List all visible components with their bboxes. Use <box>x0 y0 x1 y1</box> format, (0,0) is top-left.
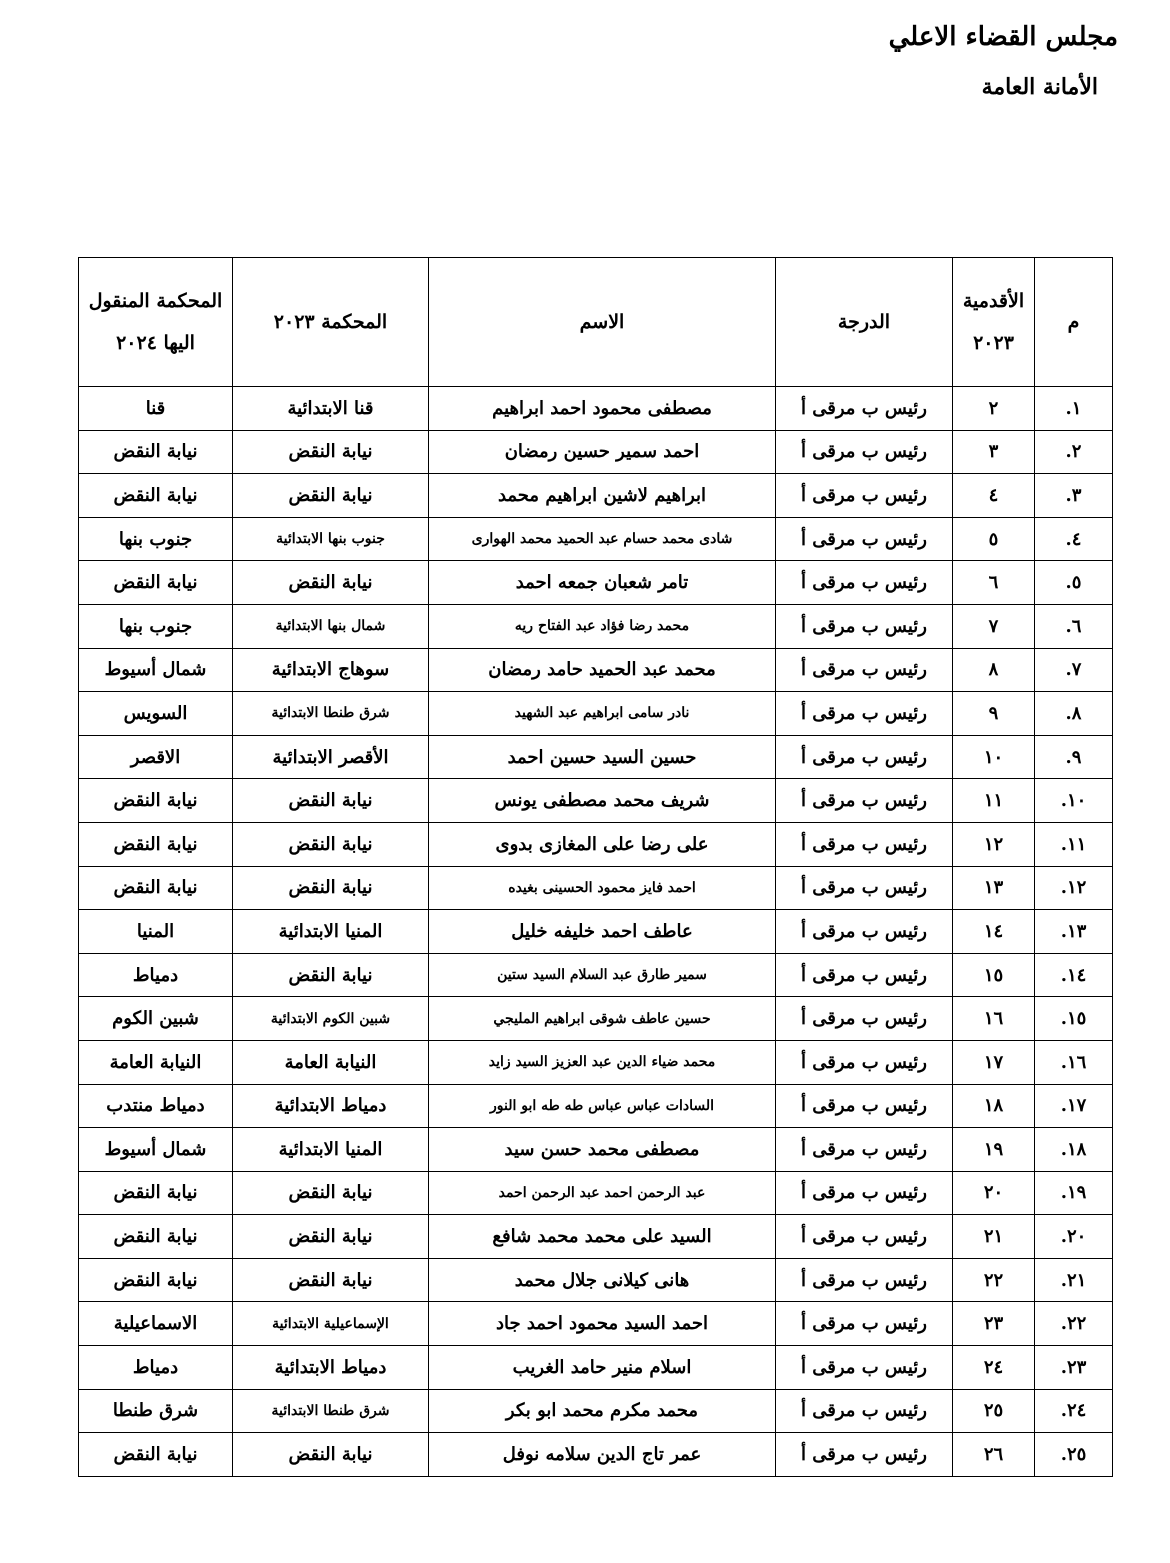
seniority-cell: ٣ <box>953 430 1035 474</box>
court-cell: نيابة النقض <box>233 866 429 910</box>
row-index: ١٧. <box>1035 1084 1113 1128</box>
table-row <box>79 517 1113 561</box>
seniority-cell: ١٣ <box>953 866 1035 910</box>
row-index: ١٠. <box>1035 779 1113 823</box>
table-row <box>79 604 1113 648</box>
destination-cell: نيابة النقض <box>79 1215 233 1259</box>
name-cell: سمير طارق عبد السلام السيد ستين <box>429 953 776 997</box>
name-cell: عمر تاج الدين سلامه نوفل <box>429 1433 776 1477</box>
destination-cell: نيابة النقض <box>79 561 233 605</box>
row-index: ١٣. <box>1035 910 1113 954</box>
row-index: ٢١. <box>1035 1258 1113 1302</box>
destination-cell: شرق طنطا <box>79 1389 233 1433</box>
destination-cell: النيابة العامة <box>79 1040 233 1084</box>
row-index: ٢٣. <box>1035 1346 1113 1390</box>
table-row <box>79 1215 1113 1259</box>
destination-cell: شبين الكوم <box>79 997 233 1041</box>
grade-cell: رئيس ب مرقى أ <box>776 430 953 474</box>
destination-cell: السويس <box>79 692 233 736</box>
court-cell: المنيا الابتدائية <box>233 910 429 954</box>
court-cell: نيابة النقض <box>233 1258 429 1302</box>
name-cell: محمد ضياء الدين عبد العزيز السيد زايد <box>429 1040 776 1084</box>
court-cell: نيابة النقض <box>233 1171 429 1215</box>
row-index: ٢٢. <box>1035 1302 1113 1346</box>
row-index: ١٨. <box>1035 1128 1113 1172</box>
name-cell: احمد فايز محمود الحسينى بغيده <box>429 866 776 910</box>
grade-cell: رئيس ب مرقى أ <box>776 997 953 1041</box>
seniority-cell: ٥ <box>953 517 1035 561</box>
seniority-cell: ١٠ <box>953 735 1035 779</box>
court-cell: دمياط الابتدائية <box>233 1084 429 1128</box>
row-index: ٥. <box>1035 561 1113 605</box>
destination-cell: المنيا <box>79 910 233 954</box>
seniority-cell: ١٦ <box>953 997 1035 1041</box>
name-cell: احمد السيد محمود احمد جاد <box>429 1302 776 1346</box>
destination-cell: نيابة النقض <box>79 430 233 474</box>
court-cell: نيابة النقض <box>233 779 429 823</box>
court-cell: شبين الكوم الابتدائية <box>233 997 429 1041</box>
grade-cell: رئيس ب مرقى أ <box>776 474 953 518</box>
name-cell: هانى كيلانى جلال محمد <box>429 1258 776 1302</box>
court-cell: نيابة النقض <box>233 953 429 997</box>
name-cell: عاطف احمد خليفه خليل <box>429 910 776 954</box>
seniority-cell: ٢٦ <box>953 1433 1035 1477</box>
row-index: ٢٠. <box>1035 1215 1113 1259</box>
table-row <box>79 735 1113 779</box>
court-cell: المنيا الابتدائية <box>233 1128 429 1172</box>
seniority-cell: ٤ <box>953 474 1035 518</box>
seniority-cell: ١٧ <box>953 1040 1035 1084</box>
table-row <box>79 1171 1113 1215</box>
row-index: ١٥. <box>1035 997 1113 1041</box>
seniority-cell: ١٩ <box>953 1128 1035 1172</box>
col-header-grade: الدرجة <box>776 258 953 387</box>
row-index: ٦. <box>1035 604 1113 648</box>
row-index: ١٩. <box>1035 1171 1113 1215</box>
court-cell: النيابة العامة <box>233 1040 429 1084</box>
grade-cell: رئيس ب مرقى أ <box>776 953 953 997</box>
grade-cell: رئيس ب مرقى أ <box>776 1215 953 1259</box>
table-row <box>79 1346 1113 1390</box>
seniority-cell: ١٤ <box>953 910 1035 954</box>
grade-cell: رئيس ب مرقى أ <box>776 387 953 431</box>
destination-cell: شمال أسيوط <box>79 1128 233 1172</box>
court-cell: شمال بنها الابتدائية <box>233 604 429 648</box>
table-row <box>79 822 1113 866</box>
court-cell: سوهاج الابتدائية <box>233 648 429 692</box>
dept-title: الأمانة العامة <box>981 74 1098 100</box>
destination-cell: دمياط <box>79 953 233 997</box>
destination-cell: شمال أسيوط <box>79 648 233 692</box>
org-title: مجلس القضاء الاعلي <box>888 22 1118 52</box>
name-cell: عبد الرحمن احمد عبد الرحمن احمد <box>429 1171 776 1215</box>
table-row <box>79 648 1113 692</box>
table-row <box>79 953 1113 997</box>
name-cell: محمد عبد الحميد حامد رمضان <box>429 648 776 692</box>
grade-cell: رئيس ب مرقى أ <box>776 866 953 910</box>
grade-cell: رئيس ب مرقى أ <box>776 1346 953 1390</box>
table-row <box>79 561 1113 605</box>
grade-cell: رئيس ب مرقى أ <box>776 692 953 736</box>
row-index: ٢. <box>1035 430 1113 474</box>
court-cell: الإسماعيلية الابتدائية <box>233 1302 429 1346</box>
row-index: ١١. <box>1035 822 1113 866</box>
row-index: ١٢. <box>1035 866 1113 910</box>
name-cell: على رضا على المغازى بدوى <box>429 822 776 866</box>
destination-cell: نيابة النقض <box>79 474 233 518</box>
name-cell: حسين عاطف شوقى ابراهيم المليجي <box>429 997 776 1041</box>
row-index: ٤. <box>1035 517 1113 561</box>
seniority-cell: ٢٢ <box>953 1258 1035 1302</box>
row-index: ١٦. <box>1035 1040 1113 1084</box>
grade-cell: رئيس ب مرقى أ <box>776 1389 953 1433</box>
col-header-name: الاسم <box>429 258 776 387</box>
col-header-seniority: الأقدمية ٢٠٢٣ <box>953 258 1035 387</box>
name-cell: محمد رضا فؤاد عبد الفتاح ريه <box>429 604 776 648</box>
table-row <box>79 692 1113 736</box>
destination-cell: نيابة النقض <box>79 779 233 823</box>
destination-cell: الاسماعيلية <box>79 1302 233 1346</box>
grade-cell: رئيس ب مرقى أ <box>776 1171 953 1215</box>
seniority-cell: ١٨ <box>953 1084 1035 1128</box>
destination-cell: جنوب بنها <box>79 517 233 561</box>
row-index: ٢٤. <box>1035 1389 1113 1433</box>
row-index: ١٤. <box>1035 953 1113 997</box>
table-row <box>79 1302 1113 1346</box>
table-row <box>79 1084 1113 1128</box>
seniority-cell: ٢١ <box>953 1215 1035 1259</box>
grade-cell: رئيس ب مرقى أ <box>776 604 953 648</box>
seniority-cell: ٢٠ <box>953 1171 1035 1215</box>
row-index: ٨. <box>1035 692 1113 736</box>
name-cell: مصطفى محمود احمد ابراهيم <box>429 387 776 431</box>
grade-cell: رئيس ب مرقى أ <box>776 648 953 692</box>
row-index: ٣. <box>1035 474 1113 518</box>
seniority-cell: ٧ <box>953 604 1035 648</box>
seniority-cell: ١٢ <box>953 822 1035 866</box>
table-row <box>79 1433 1113 1477</box>
court-cell: دمياط الابتدائية <box>233 1346 429 1390</box>
destination-cell: دمياط منتدب <box>79 1084 233 1128</box>
court-cell: نيابة النقض <box>233 822 429 866</box>
table-row <box>79 1389 1113 1433</box>
grade-cell: رئيس ب مرقى أ <box>776 910 953 954</box>
col-header-court: المحكمة ٢٠٢٣ <box>233 258 429 387</box>
row-index: ٧. <box>1035 648 1113 692</box>
name-cell: ابراهيم لاشين ابراهيم محمد <box>429 474 776 518</box>
destination-cell: نيابة النقض <box>79 1171 233 1215</box>
row-index: ٩. <box>1035 735 1113 779</box>
name-cell: اسلام منير حامد الغريب <box>429 1346 776 1390</box>
destination-cell: نيابة النقض <box>79 1433 233 1477</box>
table-row <box>79 866 1113 910</box>
court-cell: نيابة النقض <box>233 430 429 474</box>
court-cell: نيابة النقض <box>233 1215 429 1259</box>
name-cell: حسين السيد حسين احمد <box>429 735 776 779</box>
grade-cell: رئيس ب مرقى أ <box>776 1433 953 1477</box>
destination-cell: الاقصر <box>79 735 233 779</box>
grade-cell: رئيس ب مرقى أ <box>776 779 953 823</box>
name-cell: نادر سامى ابراهيم عبد الشهيد <box>429 692 776 736</box>
destination-cell: نيابة النقض <box>79 822 233 866</box>
grade-cell: رئيس ب مرقى أ <box>776 517 953 561</box>
transfers-table <box>78 257 1113 1477</box>
court-cell: شرق طنطا الابتدائية <box>233 692 429 736</box>
court-cell: جنوب بنها الابتدائية <box>233 517 429 561</box>
seniority-cell: ٢٥ <box>953 1389 1035 1433</box>
grade-cell: رئيس ب مرقى أ <box>776 1084 953 1128</box>
grade-cell: رئيس ب مرقى أ <box>776 735 953 779</box>
grade-cell: رئيس ب مرقى أ <box>776 1302 953 1346</box>
court-cell: نيابة النقض <box>233 561 429 605</box>
seniority-cell: ٢ <box>953 387 1035 431</box>
name-cell: شادى محمد حسام عبد الحميد محمد الهوارى <box>429 517 776 561</box>
table-row <box>79 474 1113 518</box>
seniority-cell: ٢٣ <box>953 1302 1035 1346</box>
destination-cell: قنا <box>79 387 233 431</box>
table-row <box>79 430 1113 474</box>
row-index: ٢٥. <box>1035 1433 1113 1477</box>
name-cell: السيد على محمد محمد شافع <box>429 1215 776 1259</box>
table-row <box>79 1258 1113 1302</box>
name-cell: مصطفى محمد حسن سيد <box>429 1128 776 1172</box>
grade-cell: رئيس ب مرقى أ <box>776 1258 953 1302</box>
name-cell: السادات عباس عباس طه طه ابو النور <box>429 1084 776 1128</box>
court-cell: قنا الابتدائية <box>233 387 429 431</box>
col-header-index: م <box>1035 258 1113 387</box>
grade-cell: رئيس ب مرقى أ <box>776 561 953 605</box>
seniority-cell: ١٥ <box>953 953 1035 997</box>
grade-cell: رئيس ب مرقى أ <box>776 1040 953 1084</box>
table-row <box>79 1040 1113 1084</box>
seniority-cell: ٢٤ <box>953 1346 1035 1390</box>
name-cell: احمد سمير حسين رمضان <box>429 430 776 474</box>
seniority-cell: ٦ <box>953 561 1035 605</box>
court-cell: الأقصر الابتدائية <box>233 735 429 779</box>
seniority-cell: ١١ <box>953 779 1035 823</box>
destination-cell: دمياط <box>79 1346 233 1390</box>
table-row <box>79 910 1113 954</box>
table-row <box>79 997 1113 1041</box>
col-header-destination: المحكمة المنقول اليها ٢٠٢٤ <box>79 258 233 387</box>
court-cell: شرق طنطا الابتدائية <box>233 1389 429 1433</box>
table-row <box>79 1128 1113 1172</box>
table-row <box>79 387 1113 431</box>
seniority-cell: ٨ <box>953 648 1035 692</box>
table-header-row <box>79 258 1113 387</box>
grade-cell: رئيس ب مرقى أ <box>776 822 953 866</box>
name-cell: محمد مكرم محمد ابو بكر <box>429 1389 776 1433</box>
name-cell: تامر شعبان جمعه احمد <box>429 561 776 605</box>
court-cell: نيابة النقض <box>233 1433 429 1477</box>
table-row <box>79 779 1113 823</box>
seniority-cell: ٩ <box>953 692 1035 736</box>
destination-cell: نيابة النقض <box>79 1258 233 1302</box>
destination-cell: جنوب بنها <box>79 604 233 648</box>
name-cell: شريف محمد مصطفى يونس <box>429 779 776 823</box>
grade-cell: رئيس ب مرقى أ <box>776 1128 953 1172</box>
destination-cell: نيابة النقض <box>79 866 233 910</box>
court-cell: نيابة النقض <box>233 474 429 518</box>
row-index: ١. <box>1035 387 1113 431</box>
